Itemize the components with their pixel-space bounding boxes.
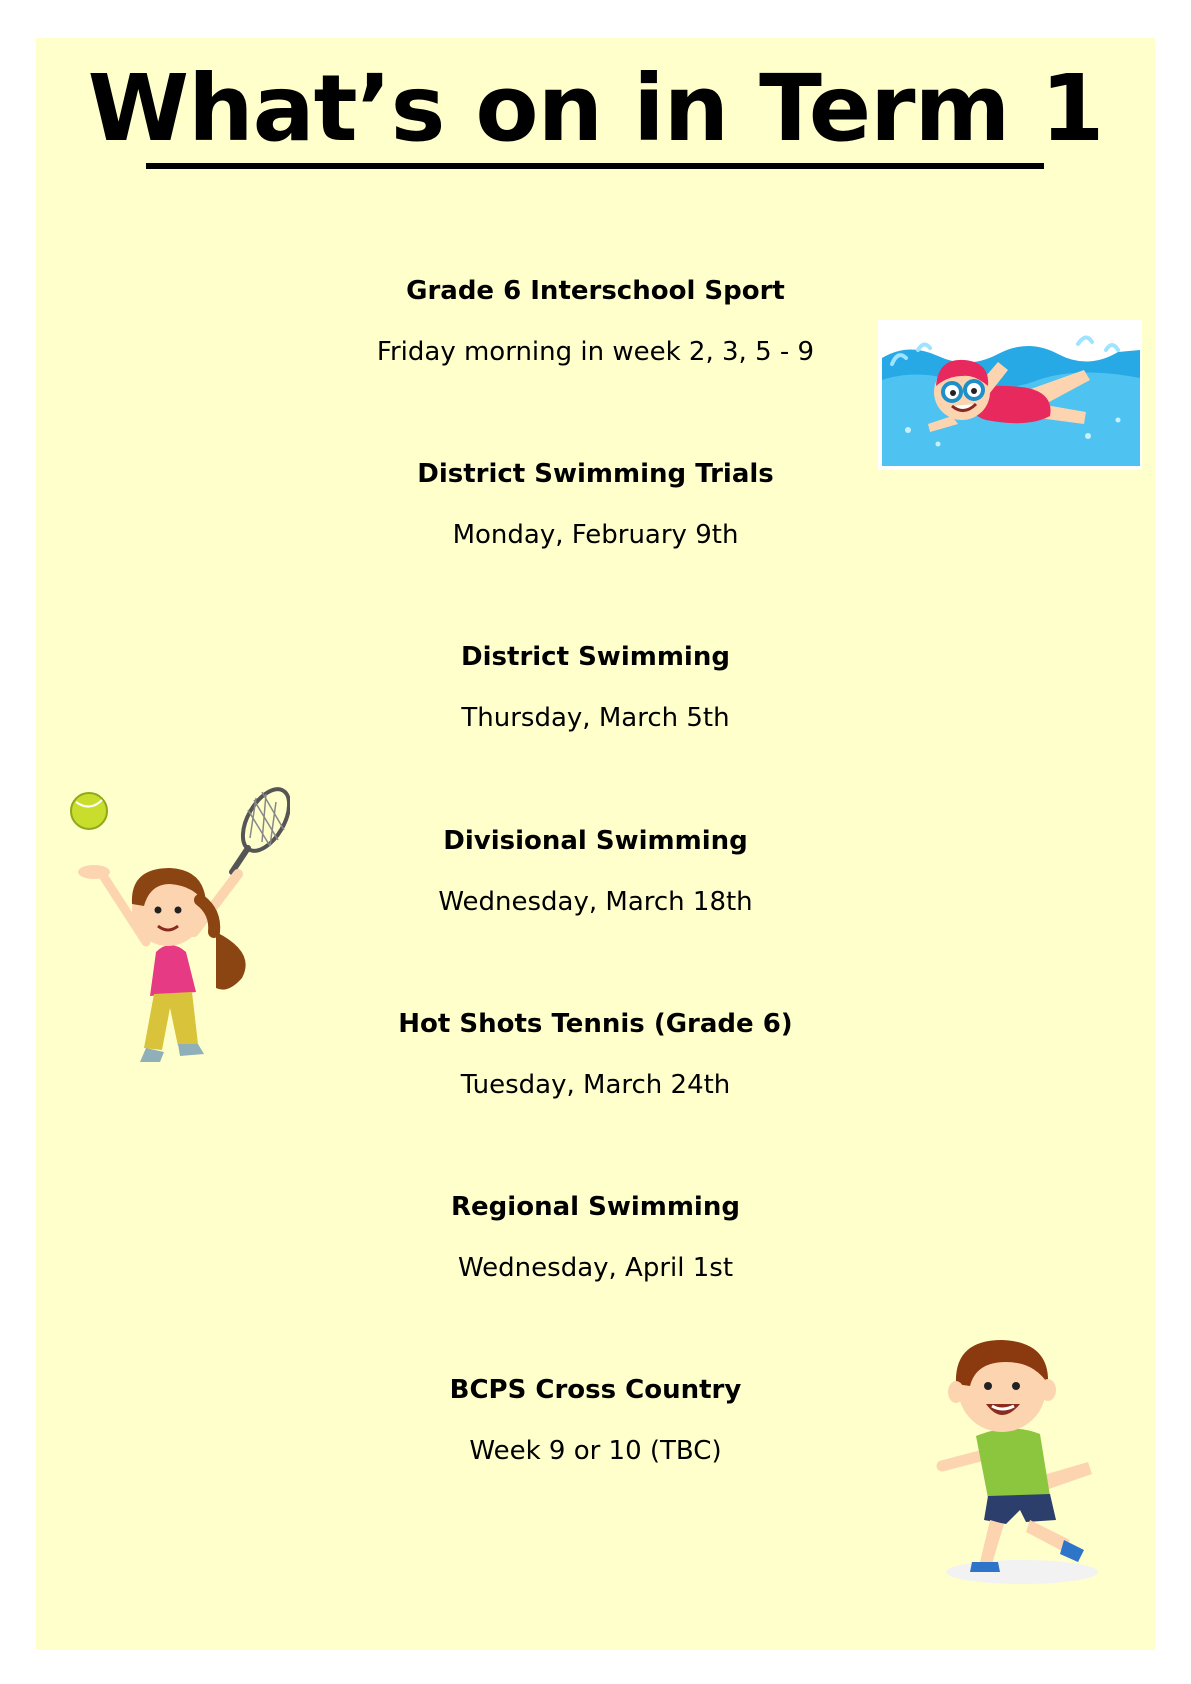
tennis-girl-illustration bbox=[66, 782, 290, 1078]
event-item bbox=[0, 456, 1191, 553]
event-date: Monday, February 9th bbox=[452, 520, 739, 550]
event-name: Grade 6 Interschool Sport bbox=[406, 276, 785, 306]
event-date: Friday morning in week 2, 3, 5 - 9 bbox=[376, 337, 815, 367]
event-name: District Swimming Trials bbox=[417, 459, 774, 489]
running-boy-illustration bbox=[910, 1326, 1110, 1590]
event-date: Thursday, March 5th bbox=[461, 703, 730, 733]
event-name: BCPS Cross Country bbox=[449, 1375, 742, 1405]
title-underline bbox=[146, 163, 1044, 169]
event-name: District Swimming bbox=[461, 642, 730, 672]
page-title: What’s on in Term 1 bbox=[87, 55, 1104, 162]
event-date: Tuesday, March 24th bbox=[460, 1070, 731, 1100]
event-date: Wednesday, April 1st bbox=[457, 1253, 734, 1283]
event-name: Hot Shots Tennis (Grade 6) bbox=[398, 1009, 793, 1039]
event-name: Divisional Swimming bbox=[443, 826, 748, 856]
event-name: Regional Swimming bbox=[451, 1192, 740, 1222]
swimmer-illustration bbox=[878, 320, 1142, 470]
event-date: Week 9 or 10 (TBC) bbox=[469, 1436, 722, 1466]
event-date: Wednesday, March 18th bbox=[438, 887, 753, 917]
event-item bbox=[0, 639, 1191, 736]
event-item bbox=[0, 1189, 1191, 1286]
